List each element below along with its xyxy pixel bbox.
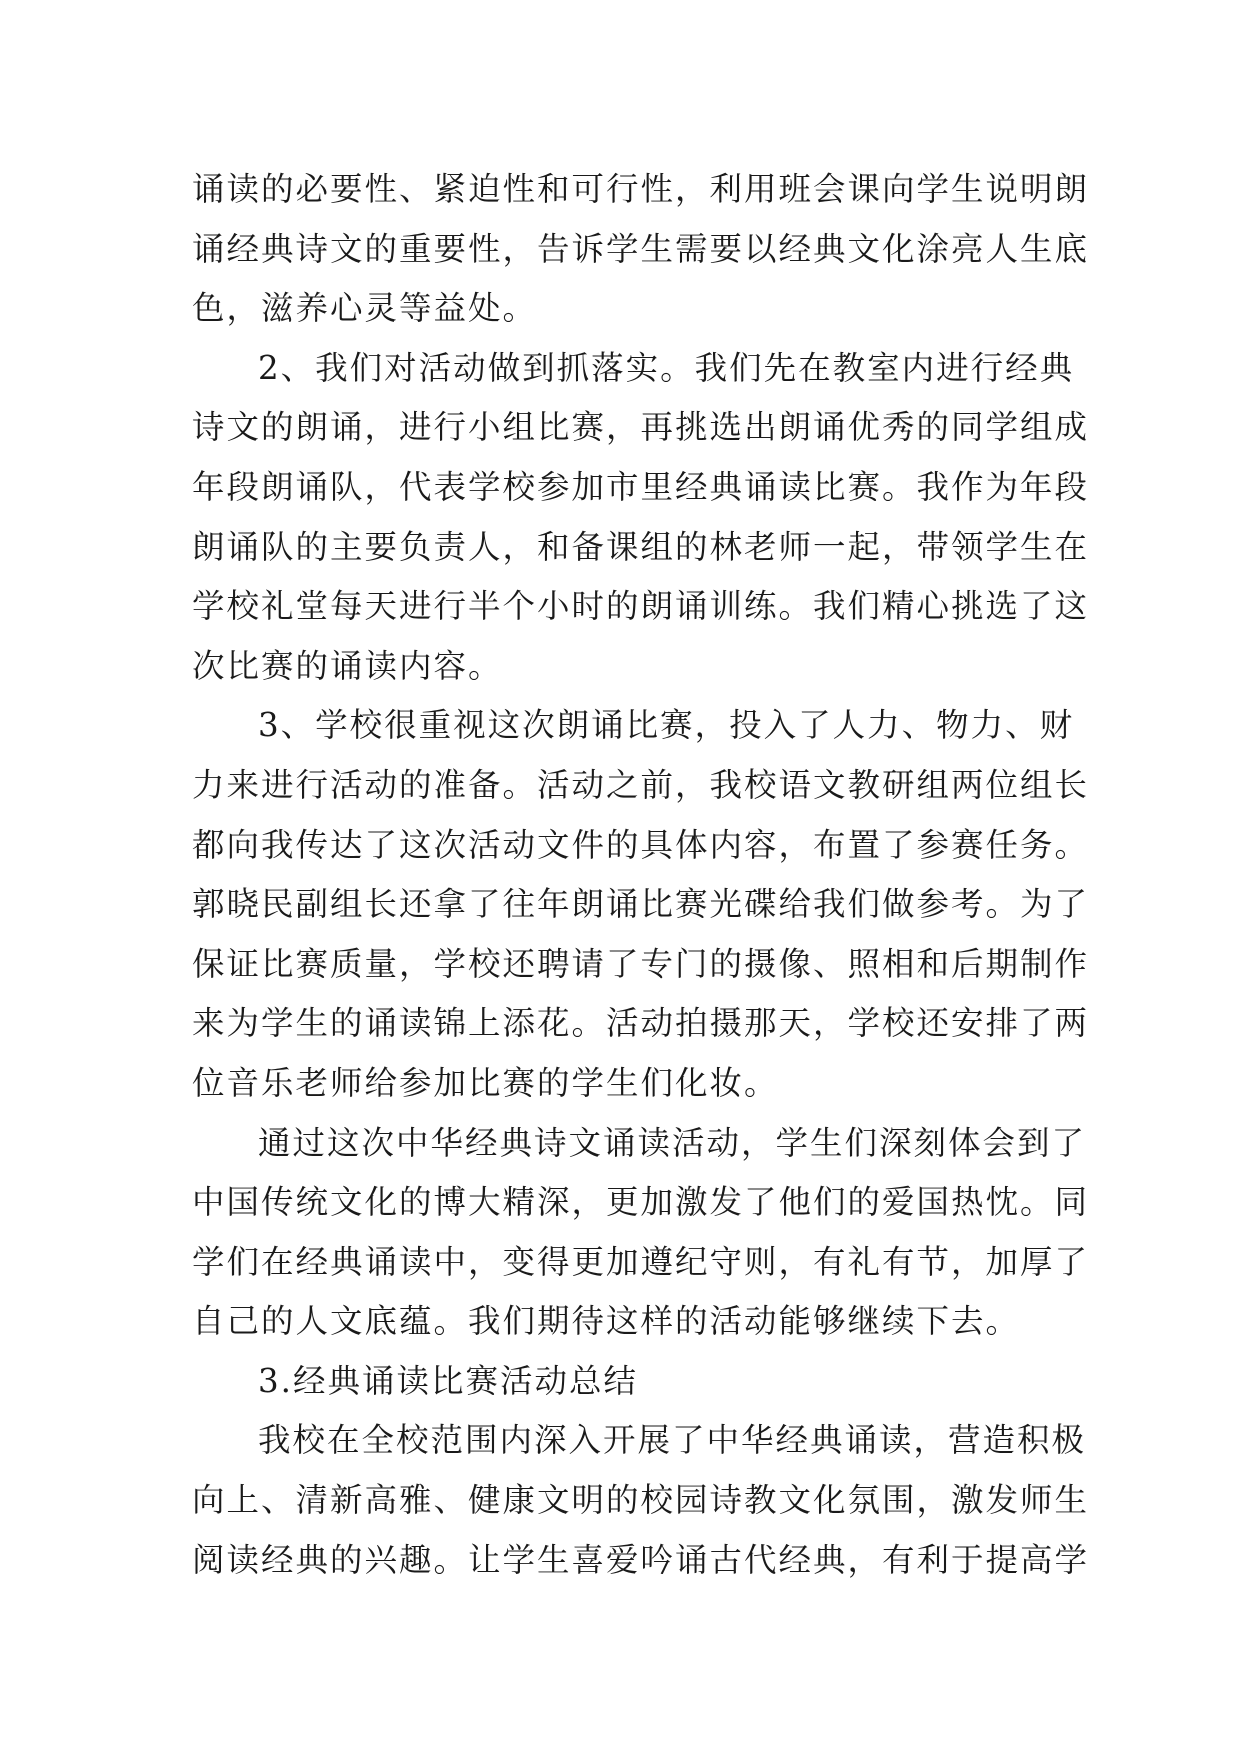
text-line: 次比赛的诵读内容。 bbox=[192, 646, 503, 685]
text-line: 向上、清新高雅、健康文明的校园诗教文化氛围，激发师生 bbox=[192, 1481, 1090, 1520]
text-line: 年段朗诵队，代表学校参加市里经典诵读比赛。我作为年段 bbox=[192, 467, 1090, 506]
text-line: 朗诵队的主要负责人，和备课组的林老师一起，带领学生在 bbox=[192, 527, 1090, 566]
text-line: 学们在经典诵读中，变得更加遵纪守则，有礼有节，加厚了 bbox=[192, 1242, 1090, 1281]
text-line: 诵经典诗文的重要性，告诉学生需要以经典文化涂亮人生底 bbox=[192, 229, 1090, 268]
text-line: 郭晓民副组长还拿了往年朗诵比赛光碟给我们做参考。为了 bbox=[192, 885, 1090, 924]
text-line: 诗文的朗诵，进行小组比赛，再挑选出朗诵优秀的同学组成 bbox=[192, 408, 1090, 447]
paragraph-start-line: 通过这次中华经典诗文诵读活动，学生们深刻体会到了 bbox=[258, 1123, 1087, 1162]
section-heading: 3.经典诵读比赛活动总结 bbox=[258, 1361, 639, 1400]
text-line: 色，滋养心灵等益处。 bbox=[192, 289, 538, 328]
text-line: 诵读的必要性、紧迫性和可行性，利用班会课向学生说明朗 bbox=[192, 170, 1090, 208]
text-line: 力来进行活动的准备。活动之前，我校语文教研组两位组长 bbox=[192, 765, 1090, 804]
text-line: 位音乐老师给参加比赛的学生们化妆。 bbox=[192, 1063, 779, 1102]
text-line: 保证比赛质量，学校还聘请了专门的摄像、照相和后期制作 bbox=[192, 944, 1090, 983]
text-line: 中国传统文化的博大精深，更加激发了他们的爱国热忱。同 bbox=[192, 1183, 1090, 1222]
paragraph-start-line: 3、学校很重视这次朗诵比赛，投入了人力、物力、财 bbox=[258, 706, 1075, 745]
text-line: 都向我传达了这次活动文件的具体内容，布置了参赛任务。 bbox=[192, 825, 1090, 864]
text-line: 自己的人文底蕴。我们期待这样的活动能够继续下去。 bbox=[192, 1302, 1021, 1341]
paragraph-start-line: 我校在全校范围内深入开展了中华经典诵读，营造积极 bbox=[258, 1421, 1087, 1460]
document-body bbox=[192, 160, 1090, 1590]
text-line: 阅读经典的兴趣。让学生喜爱吟诵古代经典，有利于提高学 bbox=[192, 1540, 1090, 1579]
paragraph-start-line: 2、我们对活动做到抓落实。我们先在教室内进行经典 bbox=[258, 348, 1075, 387]
text-line: 学校礼堂每天进行半个小时的朗诵训练。我们精心挑选了这 bbox=[192, 587, 1090, 626]
text-line: 来为学生的诵读锦上添花。活动拍摄那天，学校还安排了两 bbox=[192, 1004, 1090, 1043]
